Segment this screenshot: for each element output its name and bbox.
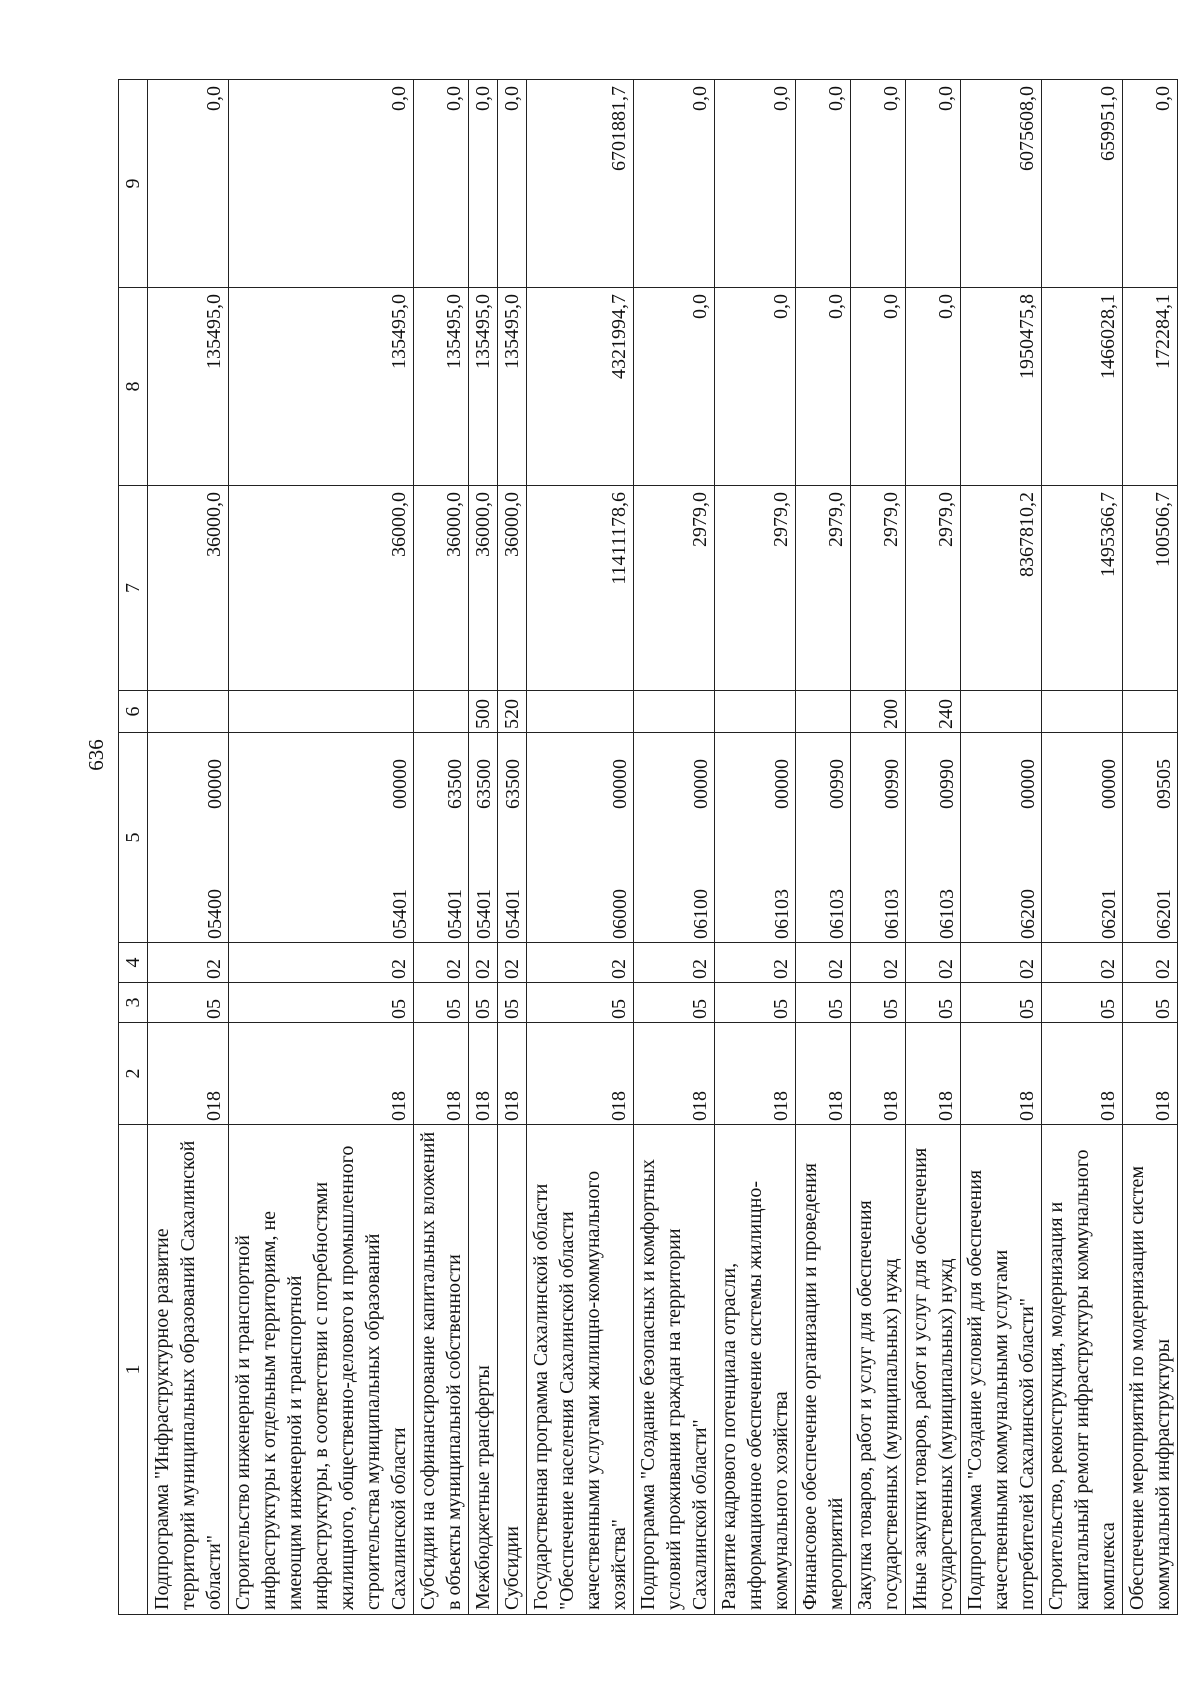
amount-col7: 36000,0 (414, 486, 469, 691)
amount-col7: 36000,0 (498, 486, 527, 691)
expense-type-code: 200 (851, 691, 906, 733)
amount-col7: 100506,7 (1123, 486, 1178, 691)
amount-col8: 135495,0 (229, 288, 414, 486)
row-name: Субсидии (498, 1125, 527, 1615)
amount-col8: 0,0 (634, 288, 715, 486)
ministry-code: 018 (796, 1023, 851, 1125)
amount-col9: 0,0 (414, 80, 469, 288)
amount-col7: 1495366,7 (1042, 486, 1123, 691)
table-row (715, 80, 796, 1615)
target-article-part1: 05400 (204, 889, 226, 939)
amount-col8: 135495,0 (498, 288, 527, 486)
amount-col8: 4321994,7 (527, 288, 634, 486)
target-article-part1: 06000 (609, 889, 631, 939)
table-row (961, 80, 1042, 1615)
amount-col8: 0,0 (796, 288, 851, 486)
expense-type-code (1123, 691, 1178, 733)
table-row (1042, 80, 1123, 1615)
amount-col7: 2979,0 (796, 486, 851, 691)
table-body (148, 80, 1178, 1615)
table-row (414, 80, 469, 1615)
row-name: Подпрограмма "Создание условий для обеспечения качественными коммунальными услугами потребителей Сахалинской области" (961, 1125, 1042, 1615)
ministry-code: 018 (469, 1023, 498, 1125)
amount-col8: 0,0 (715, 288, 796, 486)
subsection-code: 02 (229, 943, 414, 983)
subsection-code: 02 (498, 943, 527, 983)
amount-col7: 36000,0 (148, 486, 229, 691)
section-code: 05 (1042, 983, 1123, 1023)
amount-col7: 36000,0 (469, 486, 498, 691)
target-article-part2: 63500 (444, 759, 466, 809)
ministry-code: 018 (961, 1023, 1042, 1125)
target-article-code (469, 733, 498, 943)
target-article-part1: 06103 (881, 889, 903, 939)
amount-col8: 135495,0 (414, 288, 469, 486)
target-article-code (851, 733, 906, 943)
section-code: 05 (961, 983, 1042, 1023)
amount-col9: 0,0 (634, 80, 715, 288)
target-article-code (414, 733, 469, 943)
amount-col9: 6075608,0 (961, 80, 1042, 288)
row-name: Строительство инженерной и транспортной инфраструктуры к отдельным территориям, не имеющим инженерной и транспортной инфраструктуры, в соответствии с потребностями жилищного, общественно-делового и промышленного строительства муниципальных образований Сахалинской области (229, 1125, 414, 1615)
section-code: 05 (1123, 983, 1178, 1023)
target-article-code (498, 733, 527, 943)
target-article-part2: 00990 (881, 759, 903, 809)
ministry-code: 018 (851, 1023, 906, 1125)
ministry-code: 018 (1042, 1023, 1123, 1125)
table-row (796, 80, 851, 1615)
expense-type-code (634, 691, 715, 733)
expense-type-code (414, 691, 469, 733)
column-header: 7 (119, 486, 148, 691)
table-row (229, 80, 414, 1615)
amount-col9: 0,0 (469, 80, 498, 288)
target-article-part2: 63500 (473, 759, 495, 809)
section-code: 05 (469, 983, 498, 1023)
page-number: 636 (84, 739, 108, 771)
subsection-code: 02 (1123, 943, 1178, 983)
section-code: 05 (229, 983, 414, 1023)
subsection-code: 02 (906, 943, 961, 983)
amount-col9: 0,0 (498, 80, 527, 288)
amount-col8: 1950475,8 (961, 288, 1042, 486)
expense-type-code (961, 691, 1042, 733)
subsection-code: 02 (961, 943, 1042, 983)
column-header: 3 (119, 983, 148, 1023)
expense-type-code: 240 (906, 691, 961, 733)
section-code: 05 (527, 983, 634, 1023)
section-code: 05 (498, 983, 527, 1023)
amount-col9: 0,0 (906, 80, 961, 288)
ministry-code: 018 (148, 1023, 229, 1125)
expense-type-code (796, 691, 851, 733)
row-name: Иные закупки товаров, работ и услуг для обеспечения государственных (муниципальных) нужд (906, 1125, 961, 1615)
target-article-code (148, 733, 229, 943)
amount-col9: 659951,0 (1042, 80, 1123, 288)
table-row (851, 80, 906, 1615)
column-header: 8 (119, 288, 148, 486)
section-code: 05 (796, 983, 851, 1023)
target-article-part1: 06103 (771, 889, 793, 939)
ministry-code: 018 (1123, 1023, 1178, 1125)
target-article-part1: 06103 (826, 889, 848, 939)
expense-type-code (1042, 691, 1123, 733)
column-header: 2 (119, 1023, 148, 1125)
ministry-code: 018 (229, 1023, 414, 1125)
amount-col9: 0,0 (851, 80, 906, 288)
target-article-code (527, 733, 634, 943)
amount-col7: 36000,0 (229, 486, 414, 691)
expense-type-code: 500 (469, 691, 498, 733)
target-article-part1: 06201 (1153, 889, 1175, 939)
subsection-code: 02 (715, 943, 796, 983)
row-name: Подпрограмма "Создание безопасных и комфортных условий проживания граждан на территории Сахалинской области" (634, 1125, 715, 1615)
target-article-code (1042, 733, 1123, 943)
subsection-code: 02 (1042, 943, 1123, 983)
subsection-code: 02 (414, 943, 469, 983)
target-article-part2: 00000 (1098, 759, 1120, 809)
row-name: Финансовое обеспечение организации и проведения мероприятий (796, 1125, 851, 1615)
target-article-part1: 06100 (690, 889, 712, 939)
target-article-code (634, 733, 715, 943)
row-name: Субсидии на софинансирование капитальных вложений в объекты муниципальной собственности (414, 1125, 469, 1615)
amount-col7: 2979,0 (851, 486, 906, 691)
ministry-code: 018 (634, 1023, 715, 1125)
amount-col7: 11411178,6 (527, 486, 634, 691)
section-code: 05 (851, 983, 906, 1023)
ministry-code: 018 (527, 1023, 634, 1125)
amount-col9: 0,0 (148, 80, 229, 288)
target-article-code (1123, 733, 1178, 943)
section-code: 05 (715, 983, 796, 1023)
target-article-code (961, 733, 1042, 943)
amount-col7: 2979,0 (906, 486, 961, 691)
table-row (906, 80, 961, 1615)
column-header: 5 (119, 733, 148, 943)
column-header: 6 (119, 691, 148, 733)
target-article-part1: 06201 (1098, 889, 1120, 939)
column-header: 9 (119, 80, 148, 288)
subsection-code: 02 (527, 943, 634, 983)
target-article-code (796, 733, 851, 943)
subsection-code: 02 (634, 943, 715, 983)
target-article-part2: 63500 (502, 759, 524, 809)
subsection-code: 02 (148, 943, 229, 983)
budget-table (118, 79, 1178, 1615)
target-article-part2: 00000 (771, 759, 793, 809)
section-code: 05 (414, 983, 469, 1023)
row-name: Развитие кадрового потенциала отрасли, информационное обеспечение системы жилищно-коммунального хозяйства (715, 1125, 796, 1615)
target-article-code (715, 733, 796, 943)
amount-col7: 8367810,2 (961, 486, 1042, 691)
section-code: 05 (906, 983, 961, 1023)
amount-col9: 0,0 (796, 80, 851, 288)
row-name: Государственная программа Сахалинской области "Обеспечение населения Сахалинской области качественными услугами жилищно-коммунального хозяйства" (527, 1125, 634, 1615)
target-article-part2: 00000 (1017, 759, 1039, 809)
target-article-part1: 06200 (1017, 889, 1039, 939)
target-article-part2: 00000 (609, 759, 631, 809)
section-code: 05 (634, 983, 715, 1023)
target-article-part1: 05401 (473, 889, 495, 939)
subsection-code: 02 (796, 943, 851, 983)
target-article-part1: 05401 (389, 889, 411, 939)
table-row (634, 80, 715, 1615)
row-name: Обеспечение мероприятий по модернизации систем коммунальной инфраструктуры (1123, 1125, 1178, 1615)
ministry-code: 018 (414, 1023, 469, 1125)
amount-col9: 0,0 (229, 80, 414, 288)
amount-col8: 135495,0 (469, 288, 498, 486)
target-article-part2: 00990 (826, 759, 848, 809)
target-article-code (229, 733, 414, 943)
amount-col8: 0,0 (851, 288, 906, 486)
row-name: Строительство, реконструкция, модернизация и капитальный ремонт инфраструктуры коммунального комплекса (1042, 1125, 1123, 1615)
expense-type-code (527, 691, 634, 733)
subsection-code: 02 (469, 943, 498, 983)
table-row (148, 80, 229, 1615)
row-name: Закупка товаров, работ и услуг для обеспечения государственных (муниципальных) нужд (851, 1125, 906, 1615)
column-header: 4 (119, 943, 148, 983)
ministry-code: 018 (498, 1023, 527, 1125)
expense-type-code (715, 691, 796, 733)
amount-col9: 6701881,7 (527, 80, 634, 288)
target-article-code (906, 733, 961, 943)
expense-type-code: 520 (498, 691, 527, 733)
amount-col9: 0,0 (1123, 80, 1178, 288)
amount-col8: 0,0 (906, 288, 961, 486)
expense-type-code (148, 691, 229, 733)
table-row (1123, 80, 1178, 1615)
row-name: Межбюджетные трансферты (469, 1125, 498, 1615)
amount-col8: 172284,1 (1123, 288, 1178, 486)
target-article-part2: 00000 (389, 759, 411, 809)
row-name: Подпрограмма "Инфраструктурное развитие территорий муниципальных образований Сахалинской области" (148, 1125, 229, 1615)
target-article-part2: 00000 (204, 759, 226, 809)
target-article-part1: 05401 (444, 889, 466, 939)
table-row (498, 80, 527, 1615)
subsection-code: 02 (851, 943, 906, 983)
amount-col8: 1466028,1 (1042, 288, 1123, 486)
table-row (527, 80, 634, 1615)
target-article-part1: 05401 (502, 889, 524, 939)
section-code: 05 (148, 983, 229, 1023)
target-article-part1: 06103 (936, 889, 958, 939)
header-row (119, 80, 148, 1615)
ministry-code: 018 (906, 1023, 961, 1125)
target-article-part2: 00990 (936, 759, 958, 809)
ministry-code: 018 (715, 1023, 796, 1125)
target-article-part2: 00000 (690, 759, 712, 809)
table-row (469, 80, 498, 1615)
amount-col7: 2979,0 (634, 486, 715, 691)
column-header: 1 (119, 1125, 148, 1615)
amount-col9: 0,0 (715, 80, 796, 288)
target-article-part2: 09505 (1153, 759, 1175, 809)
amount-col8: 135495,0 (148, 288, 229, 486)
expense-type-code (229, 691, 414, 733)
rotated-table-container (84, 80, 1175, 1615)
amount-col7: 2979,0 (715, 486, 796, 691)
